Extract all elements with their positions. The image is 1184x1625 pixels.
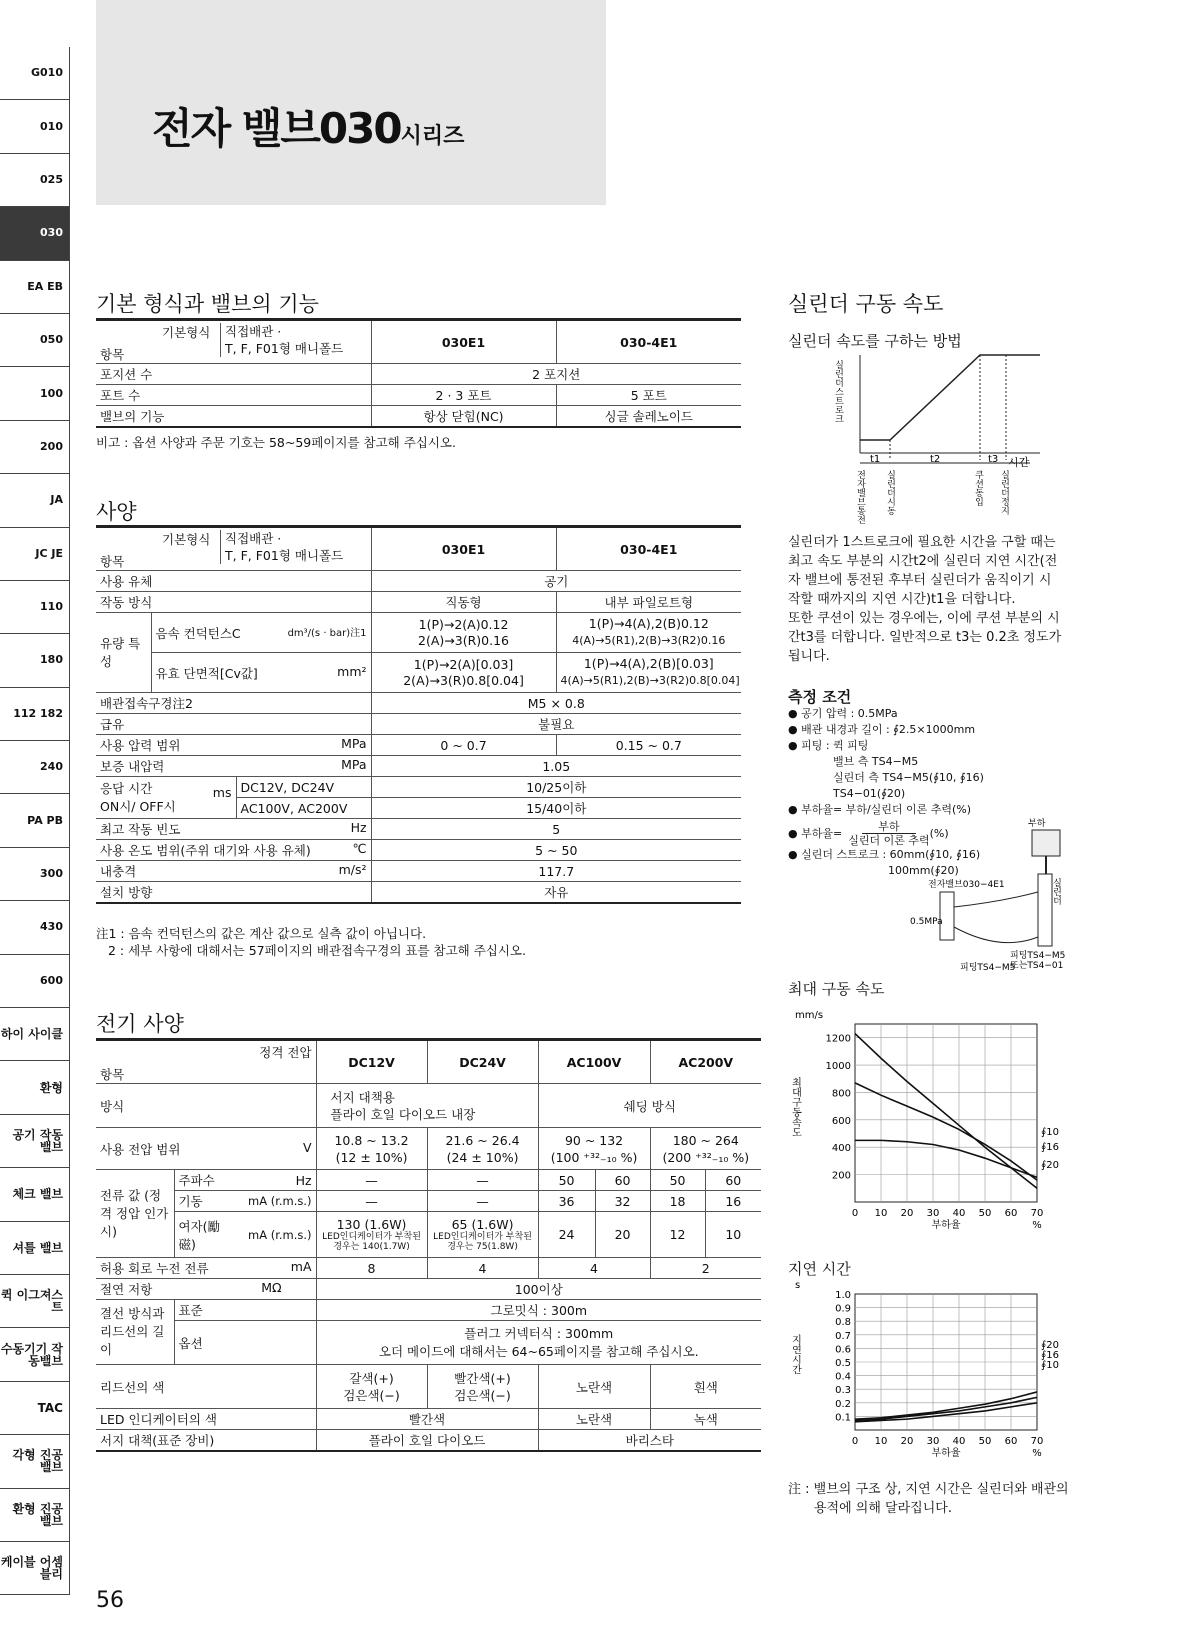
sidebar-tab[interactable]: 430	[0, 901, 69, 954]
x-unit-label: %	[1032, 1448, 1042, 1459]
para-line: 최고 속도 부분의 시간t2에 실린더 지연 시간(전	[788, 554, 1058, 569]
max-speed-heading: 최대 구동 속도	[788, 980, 885, 998]
para-line: 됩니다.	[788, 649, 830, 664]
y-tick-label: 600	[831, 1115, 851, 1127]
y-tick-label: 1200	[825, 1033, 851, 1045]
sidebar-tab[interactable]: 050	[0, 314, 69, 367]
svg-text:피팅TS4−M5: 피팅TS4−M5	[1010, 951, 1066, 961]
x-unit-label: %	[1032, 1220, 1042, 1231]
electric-table: 정격 전압 항목 DC12V DC24V AC100V AC200V 방식 서지 대책용 플라이 호일 다이오드 내장 쉐딩 방식 사용 전압 범위 V 10.8 ~ 13.2 (12 ± 10%) 21.6 ~ 26.4 (24 ± 10%) 90 ~ 132 (100 ⁺³²₋₁₀ %) 180 ~ 264 (200 ⁺³²₋₁₀ %) 전류 값 (정격 정압 인가 시) 주파수 Hz — — 50 60 50 60 기동 mA (r.m.s.) — — 36 32 18 16 여자(勵磁) mA (r.m.s.) 130 (1.6W) LED인디케이터가 부착된 경우는 140(1.7W) 65 (1.6W) LED인디케이터가 부착된 경우는 75(1.8W) 24 20 12 10 허용 회로 누전 전류 mA 8 4 4 2 절연 저항 MΩ 100이상 결선 방식과 리드선의 길이 표준 그로밋식 : 300m 옵션 플러그 커넥터식 : 300mm 오더 메이드에 대해서는 64~65페이지를 참고해 주십시오. 리드선의 색 갈색(+) 검은색(−) 빨간색(+) 검은색(−) 노란색 흰색 LED 인디케이터의 색 빨간색 노란색 녹색 서지 대책(표준 장비) 플라이 호일 다이오드 바리스타	[96, 1038, 761, 1452]
svg-text:부하: 부하	[1028, 819, 1046, 829]
y-axis-label: 최대구동속도	[789, 1077, 801, 1138]
sidebar-tab[interactable]: 010	[0, 100, 69, 153]
sidebar-tab[interactable]: 체크 밸브	[0, 1168, 69, 1221]
x-tick-label: 10	[874, 1208, 888, 1219]
sidebar-tab[interactable]: 025	[0, 154, 69, 207]
y-tick-label: 0.9	[835, 1303, 851, 1315]
x-tick-label: 70	[1030, 1436, 1044, 1447]
svg-text:실린더시동: 실린더시동	[885, 470, 895, 515]
x-tick-label: 0	[851, 1436, 859, 1447]
series-label: ∮20	[1041, 1340, 1059, 1351]
sidebar-tab[interactable]: 110	[0, 581, 69, 634]
sidebar-index	[0, 47, 70, 1595]
y-tick-label: 0.8	[835, 1317, 851, 1329]
svg-text:t2: t2	[930, 454, 941, 465]
svg-text:전자밸브통전: 전자밸브통전	[855, 470, 865, 524]
sidebar-tab[interactable]: 180	[0, 634, 69, 687]
para-line: 실린더가 1스트로크에 필요한 시간을 구할 때는	[788, 535, 1056, 550]
basic-table: 기본형식 항목 직접배관 · T, F, F01형 매니폴드 030E1 030-4E1 포지션 수 2 포지션 포트 수 2 · 3 포트 5 포트 밸브의 기능 항상 닫힘(NC) 싱글 솔레노이드	[96, 318, 741, 428]
x-tick-label: 40	[952, 1208, 966, 1219]
svg-text:전자밸브030−4E1: 전자밸브030−4E1	[928, 880, 1005, 890]
svg-text:0.5MPa: 0.5MPa	[910, 917, 943, 927]
x-axis-label: 부하율	[931, 1220, 961, 1231]
y-tick-label: 0.5	[835, 1358, 851, 1369]
sidebar-tab[interactable]: EA EB	[0, 261, 69, 314]
sidebar-tab[interactable]: JC JE	[0, 528, 69, 581]
series-label: ∮10	[1041, 1360, 1059, 1371]
y-tick-label: 400	[831, 1143, 851, 1155]
x-tick-label: 30	[926, 1436, 940, 1447]
cylinder-speed-text	[788, 533, 1061, 666]
x-axis-label: 부하율	[931, 1448, 961, 1459]
conditions-heading: 측정 조건	[788, 688, 852, 706]
y-axis-label: 지연시간	[789, 1334, 801, 1375]
sidebar-tab[interactable]: 퀵 이그져스트	[0, 1275, 69, 1328]
sidebar-tab[interactable]: 환형 진공 밸브	[0, 1489, 69, 1542]
sidebar-tab[interactable]: 112 182	[0, 688, 69, 741]
section-heading-basic: 기본 형식과 밸브의 기능	[96, 292, 319, 316]
x-tick-label: 40	[952, 1436, 966, 1447]
svg-text:t3: t3	[988, 454, 999, 465]
conditions-list: ● 공기 압력 : 0.5MPa ● 배관 내경과 길이 : ∮2.5×1000mm ● 피팅 : 퀵 피팅 밸브 측 TS4−M5 실린더 측 TS4−M5(∮10, ∮16) TS4−01(∮20) ● 부하율= 부하/실린더 이론 추력(%) ● 부하율= 부하 실린더 이론 추력 (%) ● 실린더 스트로크 : 60mm(∮10, ∮16) 100mm(∮20)	[788, 707, 984, 877]
para-line: 자 밸브에 통전된 후부터 실린더가 움직이기 시	[788, 573, 1052, 588]
svg-text:t1: t1	[870, 454, 881, 465]
delay-chart	[789, 1280, 1085, 1468]
delay-note: 注 : 밸브의 구조 상, 지연 시간은 실린더와 배관의 용적에 의해 달라집니다.	[788, 1482, 1069, 1516]
y-tick-label: 800	[831, 1088, 851, 1100]
svg-text:쿠션동입: 쿠션동입	[973, 470, 983, 506]
x-tick-label: 50	[978, 1208, 992, 1219]
svg-text:또는TS4−01: 또는TS4−01	[1010, 961, 1064, 971]
sidebar-tab[interactable]: 셔틀 밸브	[0, 1222, 69, 1275]
para-line: 작할 때까지의 지연 시간)t1을 더합니다.	[788, 592, 1016, 607]
sidebar-tab[interactable]: PA PB	[0, 794, 69, 847]
sidebar-tab[interactable]: 수동기기 작동밸브	[0, 1328, 69, 1381]
series-label: ∮16	[1041, 1350, 1059, 1361]
svg-text:실린더정지: 실린더정지	[999, 470, 1009, 515]
y-tick-label: 0.3	[835, 1385, 851, 1397]
series-line	[855, 1083, 1037, 1180]
y-tick-label: 0.7	[835, 1330, 851, 1342]
para-line: 간t3를 더합니다. 일반적으로 t3는 0.2초 정도가	[788, 630, 1062, 645]
x-tick-label: 0	[851, 1208, 859, 1219]
section-heading-spec: 사양	[96, 500, 137, 524]
y-tick-label: 0.1	[835, 1412, 851, 1424]
sidebar-tab[interactable]: 케이블 어셈블리	[0, 1542, 69, 1595]
sidebar-tab[interactable]: 하이 사이클	[0, 1008, 69, 1061]
y-tick-label: 200	[831, 1170, 851, 1182]
sidebar-tab[interactable]: G010	[0, 47, 69, 100]
y-tick-label: 1000	[825, 1061, 851, 1073]
sidebar-tab[interactable]: 100	[0, 367, 69, 420]
sidebar-tab[interactable]: 각형 진공 밸브	[0, 1435, 69, 1488]
sidebar-tab[interactable]: 200	[0, 421, 69, 474]
x-tick-label: 30	[926, 1208, 940, 1219]
sidebar-tab[interactable]: 600	[0, 955, 69, 1008]
series-label: ∮20	[1041, 1160, 1059, 1171]
svg-text:실린더스트로크: 실린더스트로크	[833, 360, 843, 423]
x-tick-label: 60	[1004, 1208, 1018, 1219]
right-subheading: 실린더 속도를 구하는 방법	[788, 332, 962, 350]
x-tick-label: 70	[1030, 1208, 1044, 1219]
sidebar-tab[interactable]: TAC	[0, 1382, 69, 1435]
sidebar-tab[interactable]: JA	[0, 474, 69, 527]
basic-note: 비고 : 옵션 사양과 주문 기호는 58~59페이지를 참고해 주십시오.	[96, 435, 456, 450]
max-speed-chart	[789, 1010, 1085, 1240]
series-label: ∮10	[1041, 1127, 1059, 1138]
x-tick-label: 50	[978, 1436, 992, 1447]
series-line	[855, 1140, 1037, 1177]
page-title: 전자 밸브030시리즈	[152, 104, 465, 153]
sidebar-tab[interactable]: 환형	[0, 1061, 69, 1114]
series-label: ∮16	[1041, 1142, 1059, 1153]
svg-text:시간: 시간	[1008, 456, 1030, 469]
sidebar-tab[interactable]: 300	[0, 848, 69, 901]
y-unit-label: s	[795, 1280, 801, 1291]
x-tick-label: 60	[1004, 1436, 1018, 1447]
page-number: 56	[96, 1588, 124, 1613]
test-setup-diagram	[910, 812, 1070, 972]
delay-heading: 지연 시간	[788, 1260, 851, 1278]
y-tick-label: 0.4	[835, 1371, 851, 1383]
svg-text:실린더: 실린더	[1051, 878, 1061, 905]
y-tick-label: 0.6	[835, 1344, 851, 1356]
svg-text:피팅TS4−M5: 피팅TS4−M5	[960, 963, 1016, 973]
y-tick-label: 1.0	[835, 1290, 851, 1301]
sidebar-tab[interactable]: 공기 작동 밸브	[0, 1115, 69, 1168]
x-tick-label: 20	[900, 1436, 914, 1447]
plot-frame	[855, 1024, 1037, 1202]
section-heading-electric: 전기 사양	[96, 1012, 184, 1036]
spec-table: 기본형식 항목 직접배관 · T, F, F01형 매니폴드 030E1 030-4E1 사용 유체 공기 작동 방식 직동형 내부 파일로트형 유량 특성 음속 컨덕턴스C dm³/(s · bar)注1 1(P)→2(A)0.12 2(A)→3(R)0.16 1(P)→4(A),2(B)0.12 4(A)→5(R1),2(B)→3(R2)0.16 유효 단면적[Cv값] mm² 1(P)→2(A)[0.03] 2(A)→3(R)0.8[0.04] 1(P)→4(A),2(B)[0.03] 4(A)→5(R1),2(B)→3(R2)0.8[0.04] 배관접속구경注2 M5 × 0.8 급유 불필요 사용 압력 범위 MPa 0 ~ 0.7 0.15 ~ 0.7 보증 내압력 MPa 1.05 응답 시간 ms ON시/ OFF시 DC12V, DC24V 10/25이하 AC100V, AC200V 15/40이하 최고 작동 빈도 Hz 5 사용 온도 범위(주위 대기와 사용 유체) ℃ 5 ~ 50 내충격 m/s² 117.7 설치 방향 자유	[96, 525, 741, 904]
y-tick-label: 0.2	[835, 1398, 851, 1410]
series-line	[855, 1034, 1037, 1189]
sidebar-tab[interactable]: 240	[0, 741, 69, 794]
x-tick-label: 20	[900, 1208, 914, 1219]
para-line: 또한 쿠션이 있는 경우에는, 이에 쿠션 부분의 시	[788, 611, 1060, 626]
cylinder-timing-diagram	[830, 350, 1060, 524]
x-tick-label: 10	[874, 1436, 888, 1447]
spec-notes: 注1 : 음속 컨덕턴스의 값은 계산 값으로 실측 값이 아닙니다. 2 : 세부 사항에 대해서는 57페이지의 배관접속구경의 표를 참고해 주십시오.	[96, 926, 526, 958]
y-unit-label: mm/s	[795, 1010, 824, 1021]
sidebar-tab[interactable]: 030	[0, 207, 69, 260]
right-heading: 실린더 구동 속도	[788, 292, 944, 316]
